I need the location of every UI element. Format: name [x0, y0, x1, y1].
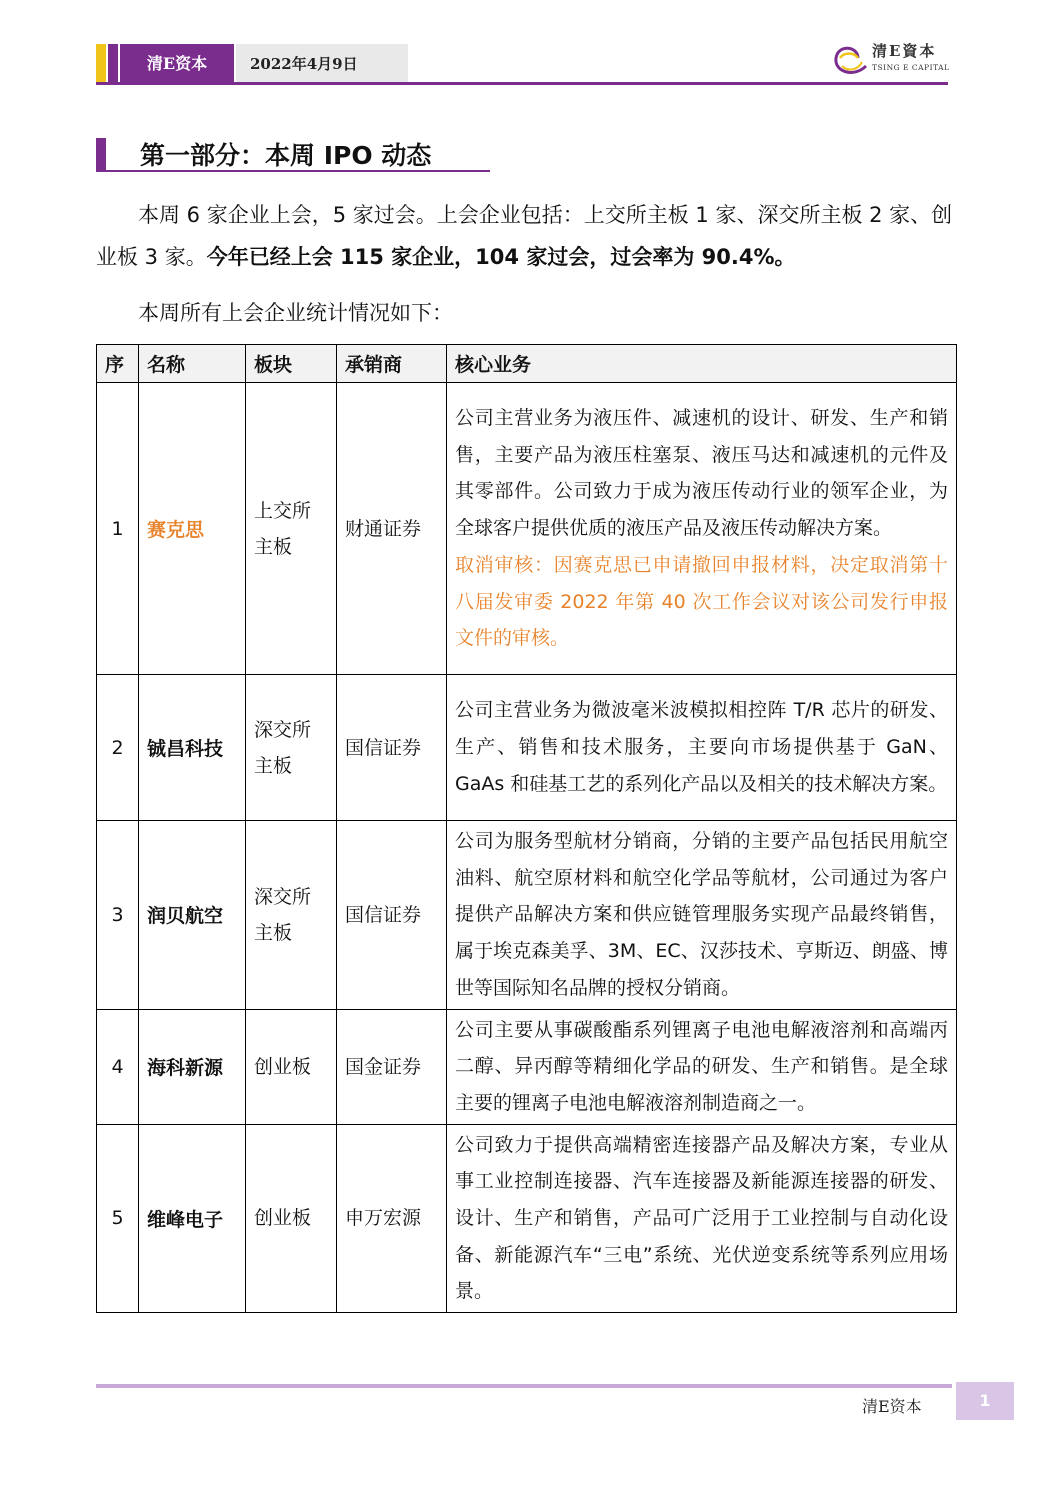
row-business: 公司主营业务为微波毫米波模拟相控阵 T/R 芯片的研发、生产、销售和技术服务，主要向市场提供基于 GaN、GaAs 和硅基工艺的系列化产品以及相关的技术解决方案。 [447, 675, 957, 821]
row-name: 铖昌科技 [139, 675, 246, 821]
header-brand: 清E资本 [120, 44, 234, 84]
summary-paragraph [96, 194, 956, 278]
row-board: 深交所主板 [246, 675, 337, 821]
row-board: 创业板 [246, 1009, 337, 1124]
table-row [97, 821, 957, 1010]
row-name: 维峰电子 [139, 1124, 246, 1313]
header-underwriter: 承销商 [337, 345, 447, 383]
row-underwriter: 国金证券 [337, 1009, 447, 1124]
header-name: 名称 [139, 345, 246, 383]
row-underwriter: 国信证券 [337, 821, 447, 1010]
row-underwriter: 申万宏源 [337, 1124, 447, 1313]
table-row [97, 383, 957, 675]
row-no: 4 [97, 1009, 139, 1124]
table-row [97, 675, 957, 821]
row-name: 润贝航空 [139, 821, 246, 1010]
summary-plain: 本周 6 家企业上会，5 家过会。上会企业包括：上交所主板 1 家、深交所主板 2 家、创业板 3 家。 [96, 203, 953, 269]
summary-bold: 今年已经上会 115 家企业，104 家过会，过会率为 90.4%。 [206, 245, 796, 269]
row-business [447, 383, 957, 675]
row-cancel-note: 取消审核：因赛克思已申请撤回申报材料，决定取消第十八届发审委 2022 年第 40 次工作会议对该公司发行申报文件的审核。 [455, 553, 948, 650]
table-row [97, 1124, 957, 1313]
row-board: 上交所主板 [246, 383, 337, 675]
row-business: 公司为服务型航材分销商，分销的主要产品包括民用航空油料、航空原材料和航空化学品等航材，公司通过为客户提供产品解决方案和供应链管理服务实现产品最终销售，属于埃克森美孚、3M、EC、汉莎技术、亨斯迈、朗盛、博世等国际知名品牌的授权分销商。 [447, 821, 957, 1010]
section-marker [96, 138, 106, 170]
logo-wordmark: 清E資本 [872, 42, 937, 60]
row-business: 公司主要从事碳酸酯系列锂离子电池电解液溶剂和高端丙二醇、异丙醇等精细化学品的研发、生产和销售。是全球主要的锂离子电池电解液溶剂制造商之一。 [447, 1009, 957, 1124]
section-underline [96, 170, 490, 172]
row-underwriter: 财通证券 [337, 383, 447, 675]
row-no: 2 [97, 675, 139, 821]
row-board: 创业板 [246, 1124, 337, 1313]
ipo-table [96, 344, 957, 1313]
header-accent-yellow [96, 44, 106, 84]
table-intro: 本周所有上会企业统计情况如下： [138, 301, 453, 325]
row-board: 深交所主板 [246, 821, 337, 1010]
page-number: 1 [956, 1382, 1014, 1420]
row-name: 赛克思 [139, 383, 246, 675]
table-header-row [97, 345, 957, 383]
header-board: 板块 [246, 345, 337, 383]
logo-subtitle: TSING E CAPITAL [872, 63, 950, 72]
footer-divider [96, 1384, 952, 1388]
header-business: 核心业务 [447, 345, 957, 383]
row-no: 5 [97, 1124, 139, 1313]
footer-brand: 清E资本 [862, 1397, 922, 1416]
row-no: 1 [97, 383, 139, 675]
header-no: 序 [97, 345, 139, 383]
table-row [97, 1009, 957, 1124]
row-business: 公司致力于提供高端精密连接器产品及解决方案，专业从事工业控制连接器、汽车连接器及新能源连接器的研发、设计、生产和销售，产品可广泛用于工业控制与自动化设备、新能源汽车“三电”系统、光伏逆变系统等系列应用场景。 [447, 1124, 957, 1313]
row-no: 3 [97, 821, 139, 1010]
row-business-text: 公司主营业务为液压件、减速机的设计、研发、生产和销售，主要产品为液压柱塞泵、液压马达和减速机的元件及其零部件。公司致力于成为液压传动行业的领军企业，为全球客户提供优质的液压产品及液压传动解决方案。 [455, 407, 948, 540]
header-date: 2022年4月9日 [236, 44, 408, 84]
section-title: 第一部分：本周 IPO 动态 [140, 141, 432, 170]
header-accent-purple [108, 44, 118, 84]
row-name: 海科新源 [139, 1009, 246, 1124]
row-underwriter: 国信证券 [337, 675, 447, 821]
header-divider [96, 82, 948, 85]
